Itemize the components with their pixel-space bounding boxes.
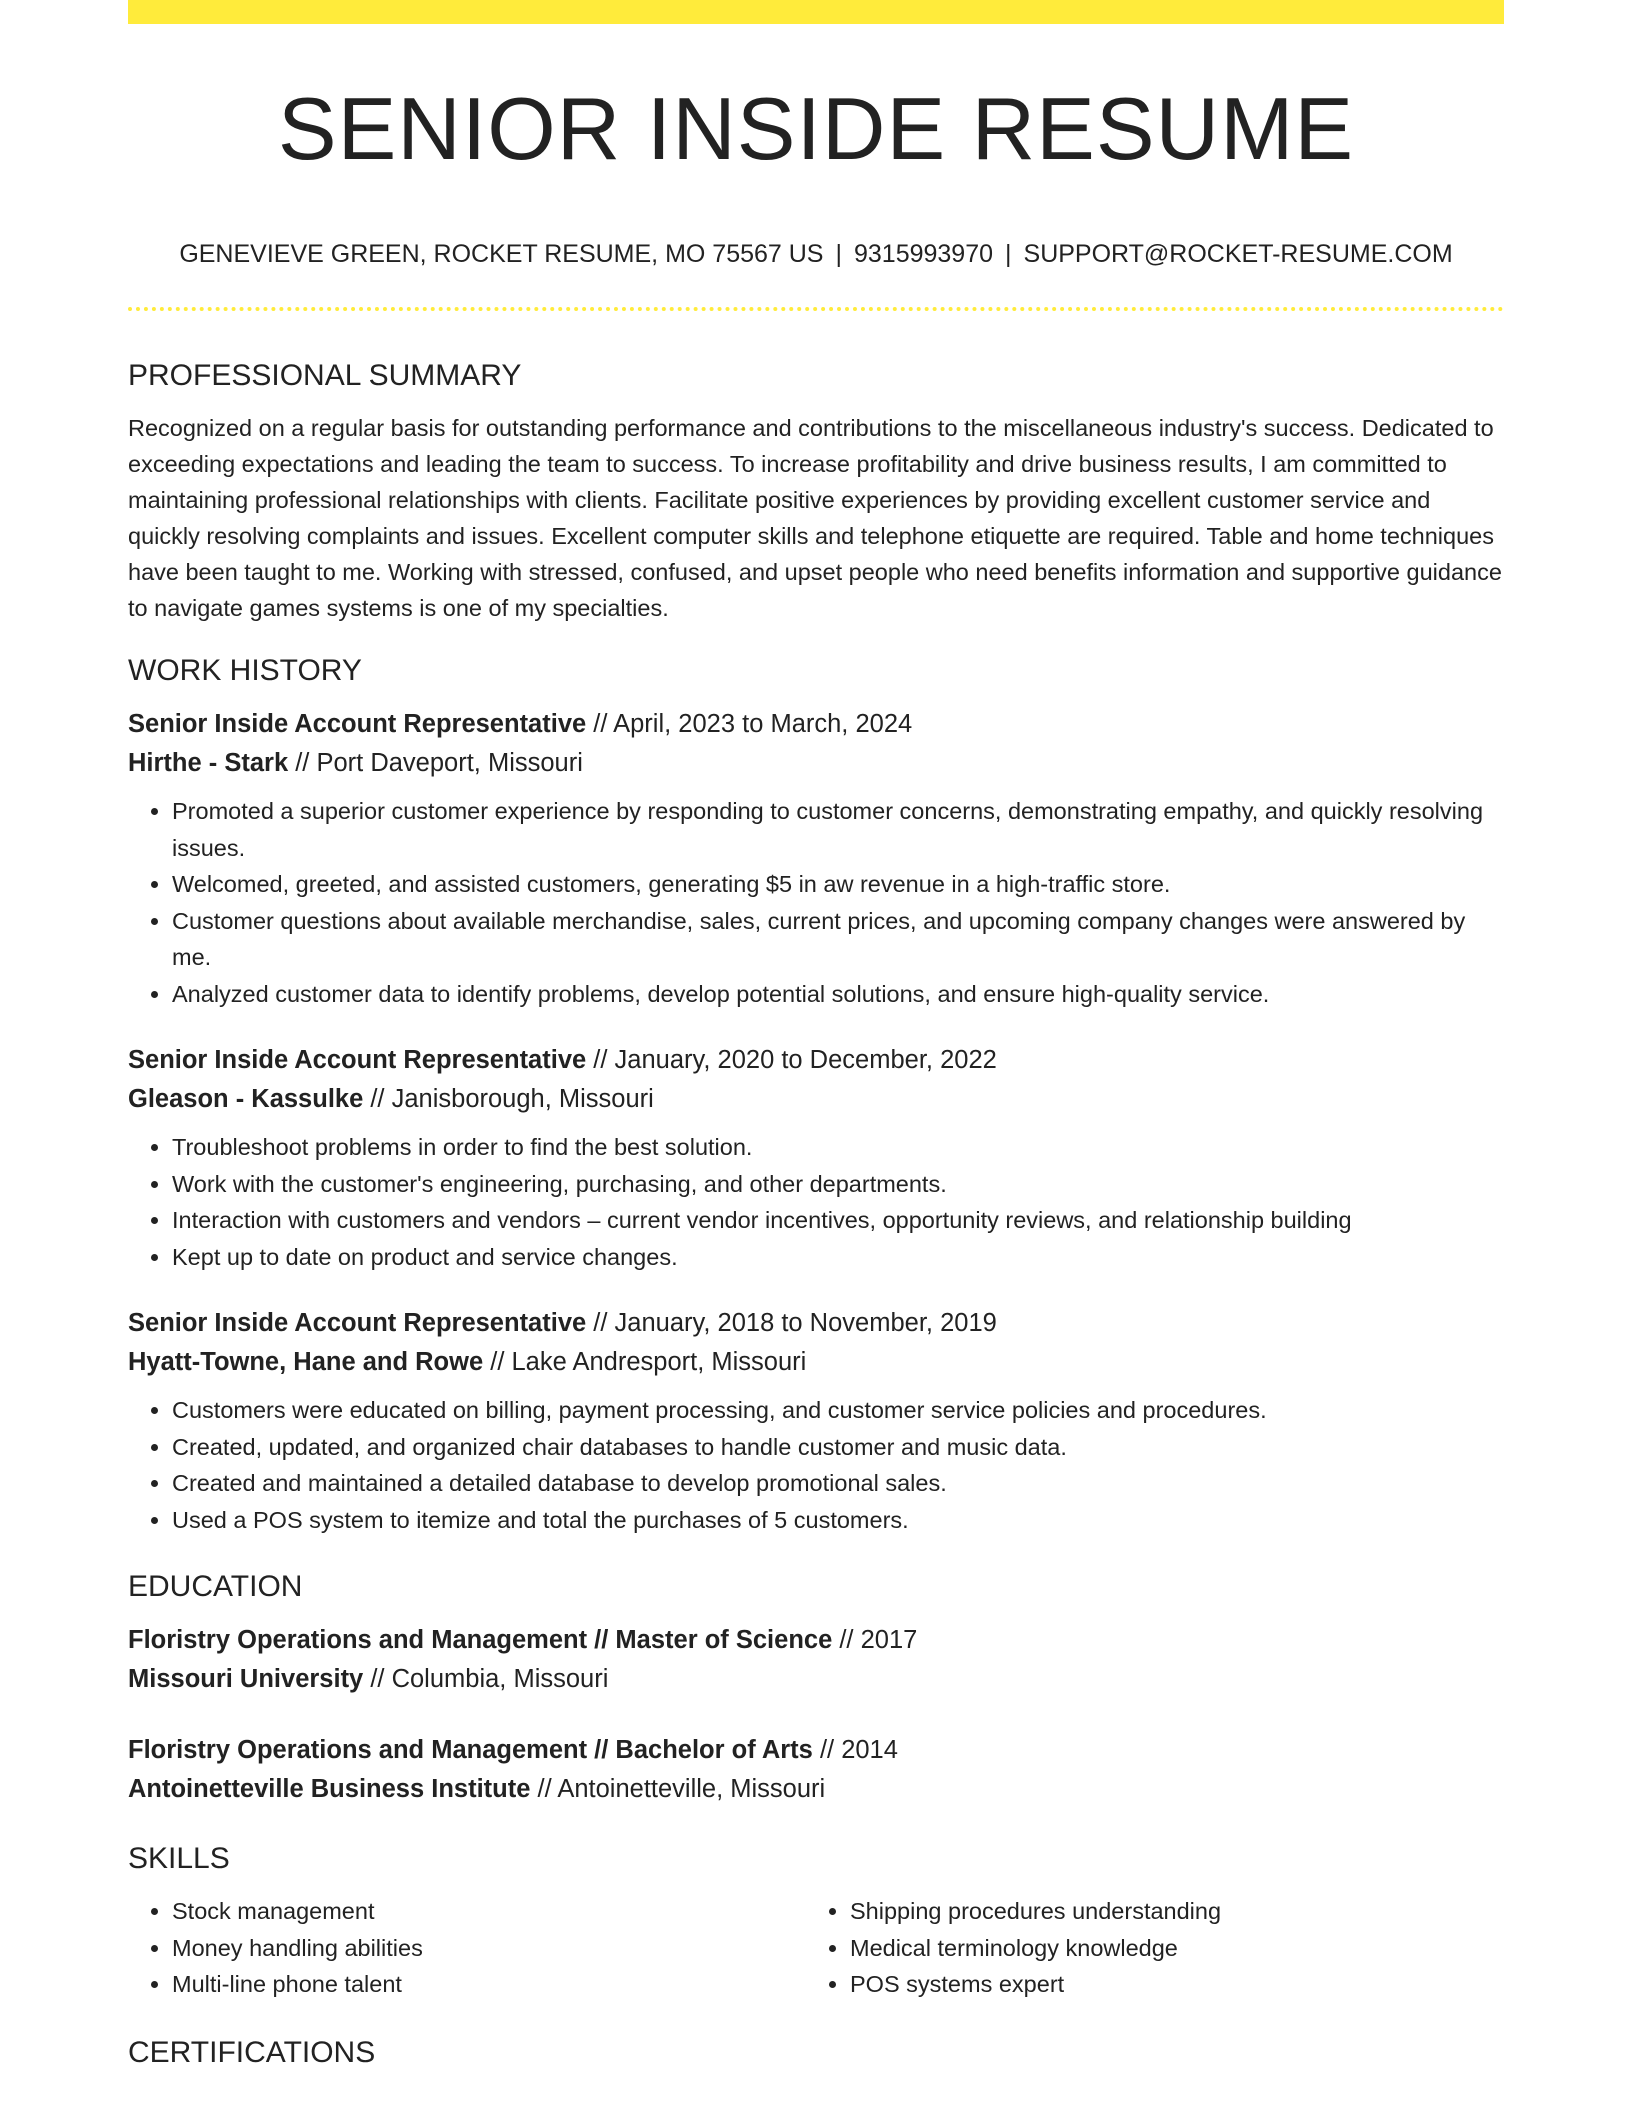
section-heading: CERTIFICATIONS <box>128 2035 376 2069</box>
job-company-line <box>128 744 1504 783</box>
list-item: • Work with the customer's engineering, purchasing, and other departments. <box>172 1166 1504 1203</box>
job-bullets <box>128 1392 1504 1538</box>
skills-column-right <box>806 1893 1484 2003</box>
company-location: // Lake Andresport, Missouri <box>483 1348 807 1376</box>
school-name: Missouri University <box>128 1665 364 1693</box>
list-item: • Money handling abilities <box>172 1930 806 1967</box>
list-item: • Troubleshoot problems in order to find the best solution. <box>172 1129 1504 1166</box>
contact-separator: | <box>835 240 842 268</box>
skills-grid <box>128 1893 1504 2003</box>
list-item: • Promoted a superior customer experience by responding to customer concerns, demonstrating empathy, and quickly resolving issues. <box>172 793 1504 866</box>
skills-column-left <box>128 1893 806 2003</box>
list-item: • Kept up to date on product and service changes. <box>172 1239 1504 1276</box>
list-item: • Stock management <box>172 1893 806 1930</box>
contact-address: GENEVIEVE GREEN, ROCKET RESUME, MO 75567 US <box>179 240 824 268</box>
education-entry <box>128 1621 1504 1699</box>
job-entry <box>128 1041 1504 1275</box>
section-heading: PROFESSIONAL SUMMARY <box>128 359 522 392</box>
job-dates: // April, 2023 to March, 2024 <box>586 710 913 738</box>
section-heading: WORK HISTORY <box>128 654 362 687</box>
job-title: Senior Inside Account Representative <box>128 1309 587 1337</box>
list-item: • Interaction with customers and vendors – current vendor incentives, opportunity reviews, and relationship building <box>172 1202 1504 1239</box>
list-item: • Customers were educated on billing, payment processing, and customer service policies and procedures. <box>172 1392 1504 1429</box>
job-title-line <box>128 705 1504 744</box>
job-entry <box>128 1304 1504 1538</box>
school-line <box>128 1660 1504 1699</box>
skills-section <box>128 1835 1504 2003</box>
job-entry <box>128 705 1504 1012</box>
list-item: • Customer questions about available merchandise, sales, current prices, and upcoming company changes were answered by me. <box>172 903 1504 976</box>
list-item: • Created, updated, and organized chair databases to handle customer and music data. <box>172 1429 1504 1466</box>
contact-line <box>128 236 1504 272</box>
list-item: • Used a POS system to itemize and total the purchases of 5 customers. <box>172 1502 1504 1539</box>
contact-separator: | <box>1005 240 1012 268</box>
dotted-divider <box>128 307 1504 311</box>
education-section <box>128 1563 1504 1809</box>
job-company-line <box>128 1343 1504 1382</box>
certifications-section <box>128 2029 1504 2077</box>
list-item: • Medical terminology knowledge <box>850 1930 1484 1967</box>
school-location: // Antoinetteville, Missouri <box>530 1775 826 1803</box>
school-location: // Columbia, Missouri <box>363 1665 609 1693</box>
degree-name: Floristry Operations and Management // Bachelor of Arts <box>128 1736 813 1764</box>
list-item: • Multi-line phone talent <box>172 1966 806 2003</box>
company-name: Gleason - Kassulke <box>128 1085 364 1113</box>
section-heading: SKILLS <box>128 1842 230 1875</box>
list-item: • Shipping procedures understanding <box>850 1893 1484 1930</box>
contact-phone[interactable]: 9315993970 <box>853 240 994 268</box>
list-item: • Welcomed, greeted, and assisted customers, generating $5 in aw revenue in a high-traffic store. <box>172 866 1504 903</box>
company-location: // Janisborough, Missouri <box>363 1085 654 1113</box>
work-history-section <box>128 647 1504 1538</box>
job-dates: // January, 2018 to November, 2019 <box>586 1309 997 1337</box>
degree-name: Floristry Operations and Management // Master of Science <box>128 1626 833 1654</box>
job-bullets <box>128 793 1504 1012</box>
company-name: Hyatt-Towne, Hane and Rowe <box>128 1348 484 1376</box>
company-location: // Port Daveport, Missouri <box>288 749 583 777</box>
contact-email[interactable]: SUPPORT@ROCKET-RESUME.COM <box>1023 240 1453 268</box>
list-item: • Created and maintained a detailed database to develop promotional sales. <box>172 1465 1504 1502</box>
company-name: Hirthe - Stark <box>128 749 289 777</box>
accent-top-bar <box>128 0 1504 24</box>
degree-year: // 2017 <box>832 1626 918 1654</box>
job-title: Senior Inside Account Representative <box>128 1046 587 1074</box>
job-bullets <box>128 1129 1504 1275</box>
summary-section <box>128 352 1504 626</box>
degree-year: // 2014 <box>812 1736 898 1764</box>
school-line <box>128 1770 1504 1809</box>
job-title-line <box>128 1304 1504 1343</box>
resume-content <box>128 352 1504 2077</box>
list-item: • Analyzed customer data to identify problems, develop potential solutions, and ensure high-quality service. <box>172 976 1504 1013</box>
resume-title: SENIOR INSIDE RESUME <box>277 79 1355 178</box>
summary-text: Recognized on a regular basis for outstanding performance and contributions to the miscellaneous industry's success. Dedicated to exceeding expectations and leading the team to success. To increase profitability and drive business results, I am committed to maintaining professional relationships with clients. Facilitate positive experiences by providing excellent customer service and quickly resolving complaints and issues. Excellent computer skills and telephone etiquette are required. Table and home techniques have been taught to me. Working with stressed, confused, and upset people who need benefits information and supportive guidance to navigate games systems is one of my specialties. <box>128 415 1502 621</box>
education-entry <box>128 1731 1504 1809</box>
job-title: Senior Inside Account Representative <box>128 710 587 738</box>
school-name: Antoinetteville Business Institute <box>128 1775 531 1803</box>
section-heading: EDUCATION <box>128 1570 303 1603</box>
job-dates: // January, 2020 to December, 2022 <box>586 1046 997 1074</box>
job-title-line <box>128 1041 1504 1080</box>
list-item: • POS systems expert <box>850 1966 1484 2003</box>
degree-line <box>128 1731 1504 1770</box>
job-company-line <box>128 1080 1504 1119</box>
degree-line <box>128 1621 1504 1660</box>
